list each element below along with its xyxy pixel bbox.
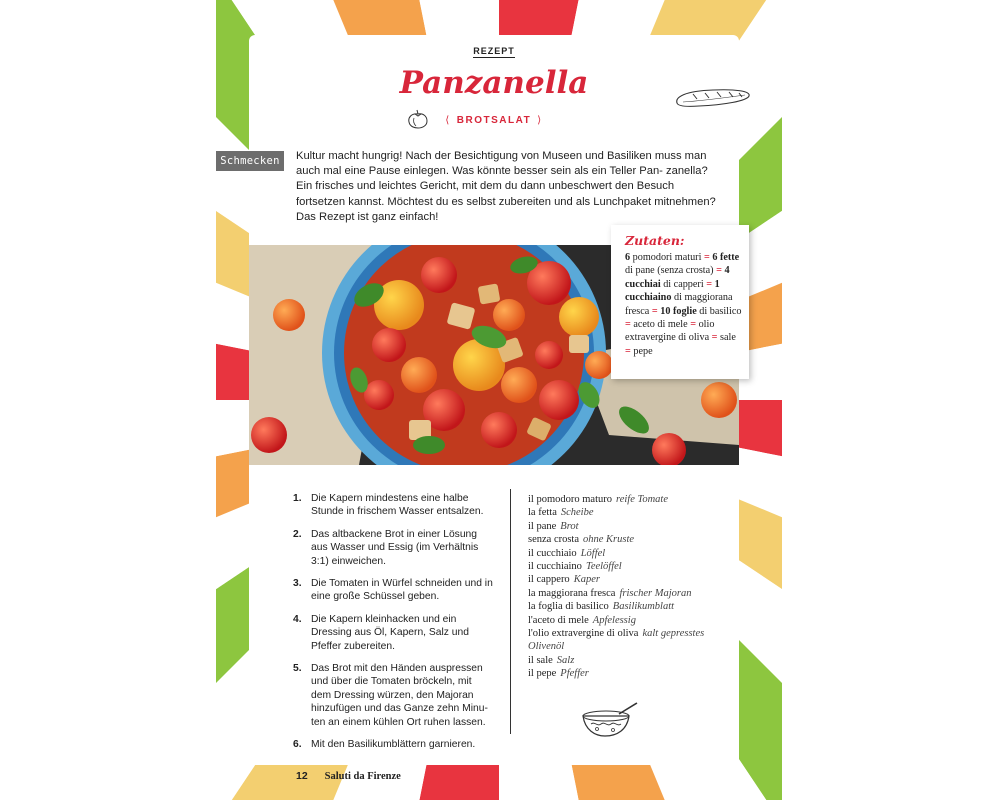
page-footer [296, 770, 401, 782]
step-item: 4. Die Kapern kleinhacken und ein Dressing aus Öl, Kapern, Salz und Pfeffer zubereiten. [293, 613, 469, 652]
vocab-item: il pomodoro maturo reife Tomate [528, 494, 669, 505]
instruction-steps [293, 492, 493, 761]
section-label: REZEPT [473, 46, 515, 56]
vocab-item: la fetta Scheibe [528, 507, 594, 519]
column-divider [510, 489, 511, 734]
ingredient-item: 1 cucchiaino di maggiorana fresca [625, 278, 733, 317]
book-title: Saluti da Firenze [324, 771, 401, 782]
category-tag: Schmecken [216, 151, 284, 171]
book-page [216, 0, 782, 800]
vocab-item: il sale Salz [528, 654, 575, 666]
recipe-title: Panzanella [399, 65, 589, 101]
vocabulary-list [528, 493, 728, 681]
vocab-item: l'olio extravergine di oliva kalt gepresstes Olivenöl [528, 628, 705, 653]
bowl-icon [579, 700, 641, 740]
ingredients-heading: Zutaten: [625, 233, 685, 248]
bread-icon [673, 85, 753, 109]
ingredient-item: 4 cucchiai di capperi [625, 265, 730, 290]
recipe-subtitle: ⟨ BROTSALAT ⟩ [445, 115, 543, 126]
ingredient-item: sale [720, 332, 736, 344]
step-item: 5. Das Brot mit den Händen auspressen und über die Tomaten bröckeln, mit dem Dressing würzen, den Majoran hinzufügen und das Ganze zehn Minu- ten an einem kühlen Ort ruhen lassen. [293, 663, 488, 728]
tomato-icon [407, 109, 429, 129]
recipe-card [220, 35, 742, 765]
vocab-item: il pane Brot [528, 520, 579, 532]
step-item: 3. Die Tomaten in Würfel schneiden und in eine große Schüssel geben. [293, 578, 493, 603]
intro-text: Kultur macht hungrig! Nach der Besichtigung von Museen und Basiliken muss man auch mal eine Pause einlegen. Was könnte besser sein als ein Teller Pan- zanella? Ein frisches und leichtes Gericht, mit dem du dann unbeschwert den Besuch fortsetzen kannst. Möchtest du es selbst zubereiten und als Lunchpaket mitnehmen? Das Rezept ist ganz einfach! [296, 150, 716, 223]
vocab-item: la maggiorana fresca frischer Majoran [528, 587, 692, 599]
ingredient-item: olio extravergine di oliva [625, 319, 715, 344]
ingredient-item: pepe [633, 345, 653, 357]
page-number: 12 [296, 770, 308, 782]
step-item: 1. Die Kapern mindestens eine halbe Stunde in frischem Wasser entsalzen. [293, 493, 484, 518]
vocab-item: il cucchiaio Löffel [528, 547, 606, 559]
ingredient-item: 6 fette di pane (senza crosta) [625, 252, 740, 277]
vocab-item: il cappero Kaper [528, 574, 600, 586]
vocab-item: il cucchiaino Teelöffel [528, 561, 622, 573]
step-item: 2. Das altbackene Brot in einer Lösung aus Wasser und Essig (im Verhältnis 3:1) einweichen. [293, 528, 479, 567]
vocab-item: il pepe Pfeffer [528, 668, 589, 680]
ingredient-item: 6 pomodori maturi [625, 252, 702, 263]
ingredients-box [611, 225, 749, 379]
vocab-item: senza crosta ohne Kruste [528, 534, 635, 546]
vocab-item: la foglia di basilico Basilikumblatt [528, 601, 675, 613]
ingredient-item: aceto di mele [633, 319, 688, 331]
vocab-item: l'aceto di mele Apfelessig [528, 614, 636, 626]
ingredients-list: 6 pomodori maturi = 6 fette di pane (senza crosta) = 4 cucchiai di capperi = 1 cucchiaino di maggiorana fresca = 10 foglie di basilico = aceto di mele = olio extravergine di oliva = sale = pepe [625, 252, 742, 357]
step-item: 6. Mit den Basilikumblättern garnieren. [293, 739, 476, 751]
ingredient-item: 10 foglie di basilico [660, 305, 742, 317]
